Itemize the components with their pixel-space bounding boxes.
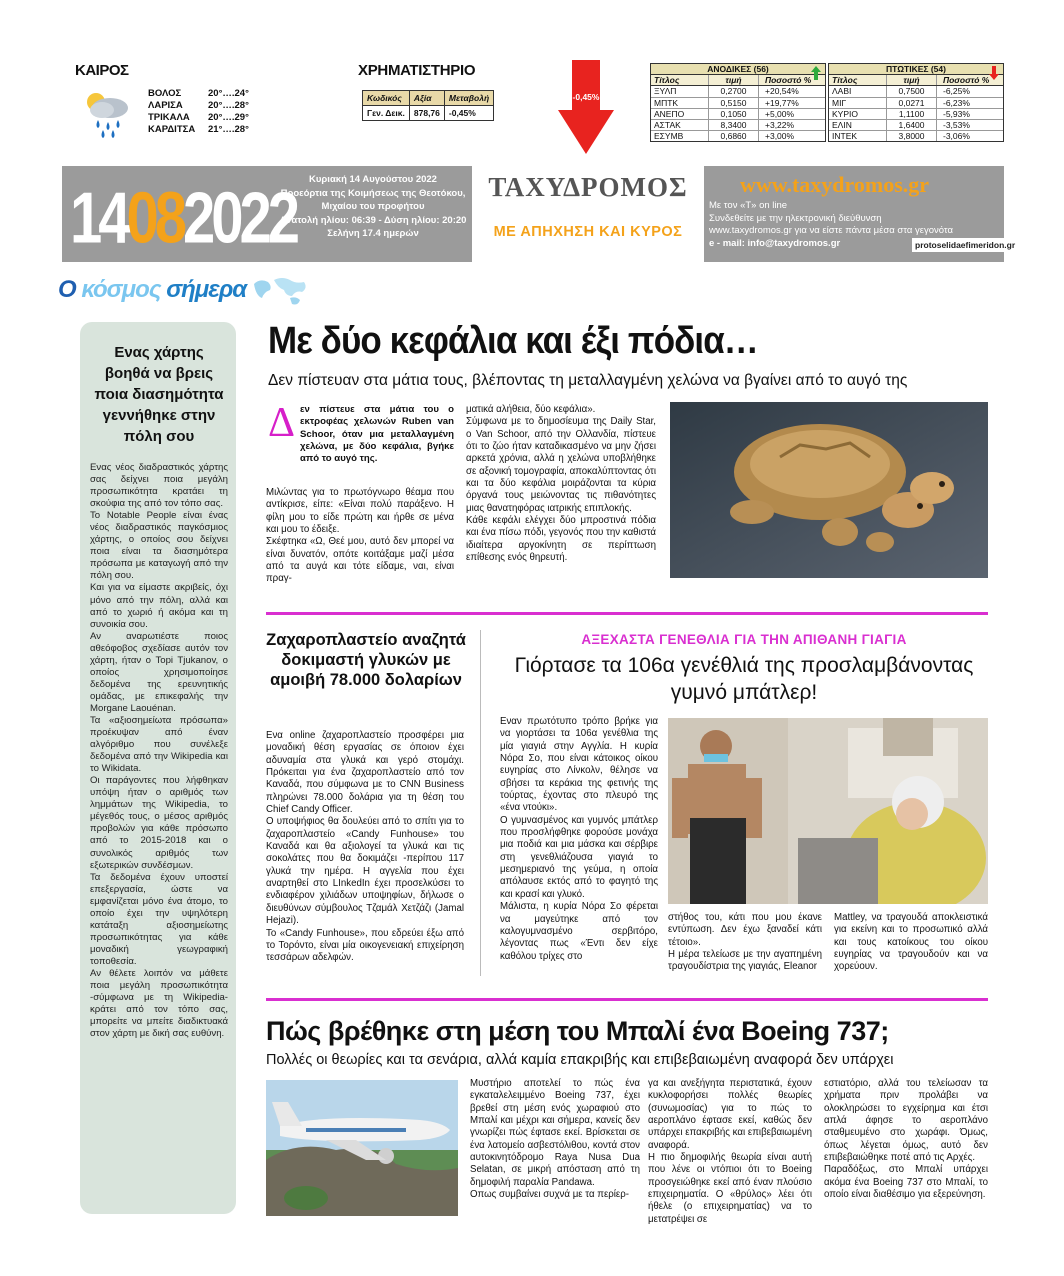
sidebar-body: Ενας νέος διαδραστικός χάρτης σας δείχνει ποια μεγάλη προσωπικότητα κρατάει τη σκούφια της από τον τόπο σας. Το Notable People είναι ένας νέος διαδραστικός παγκόσμιος χάρτης, ο οποίος σου δείχνει ποια είναι τα διασημότερα πρόσωπα με καταγωγή από την πόλη σου. Και για να είμαστε ακριβείς, όχι μόνο από την πόλη, αλλά και από το χωριό ή ακόμα και τη συνοικία σου. Αν αναρωτιέστε ποιος αθεόφοβος σχεδίασε αυτόν τον χάρτη, ήταν ο Topi Tjukanov, ο οποίος χρησιμοποίησε δεδομένα της ερευνητικής ομάδας, με επικεφαλής την Morgane Laouénan. Τα «αξιοσημείωτα πρόσωπα» προέκυψαν από έναν αλγόριθμο που συνέλεξε δεδομένα από την Wikipedia και το Wikidata. Οι παράγοντες που λήφθηκαν υπόψη ήταν ο αριθμός των λημμάτων της Wikipedia, το μέγεθός τους, ο μέσος αριθμός προβολών για κάθε πρόσωπο από το 2015-2018 και ο συνολικός αριθμός των εξωτερικών συνδέσμων. Τα δεδομένα έχουν υποστεί επεξεργασία, ώστε να εμφανίζεται μόνο ένα άτομο, το οποίο έχει την υψηλότερη κατάταξη αξιοσημείωτης προσωπικότητας για κάθε μοναδική γεωγραφική τοποθεσία. Αν θέλετε λοιπόν να μάθετε ποια μεγάλη προσωπικότητα -σύμφωνα με τη Wikipedia- κράτει από τον τόπο σας, μπορείτε να μπείτε διαδικτυακά στον χάρτη με δική σας ευθύνη.: [90, 462, 228, 1040]
article-subtitle: Πολλές οι θεωρίες και τα σενάρια, αλλά καμία επακριβής και επιβεβαιωμένη αναφορά δεν υπάρχει: [266, 1052, 894, 1068]
weather-table: [148, 88, 268, 136]
article-title: Πώς βρέθηκε στη μέση του Μπαλί ένα Boeing 737;: [266, 1016, 889, 1046]
rain-cloud-sun-icon: [80, 88, 138, 140]
index-change-label: -0,45%: [572, 92, 600, 102]
exchange-title: ΧΡΗΜΑΤΙΣΤΗΡΙΟ: [358, 62, 476, 79]
table-row: [829, 131, 1003, 141]
exchange-header: Κωδικός: [363, 91, 410, 106]
city-name: ΤΡΙΚΑΛΑ: [148, 112, 190, 123]
column-header: Τίτλος: [651, 75, 709, 85]
newspaper-slogan: ΜΕ ΑΠΗΧΗΣΗ ΚΑΙ ΚΥΡΟΣ: [493, 224, 683, 240]
price: 0,5150: [709, 98, 759, 108]
temperature-range: 21°….28°: [208, 124, 249, 135]
exchange-header: Αξία: [409, 91, 444, 106]
section-divider: [266, 612, 988, 615]
table-row: [651, 98, 825, 109]
website-link[interactable]: www.taxydromos.gr: [740, 172, 930, 197]
percent: +5,00%: [765, 108, 795, 119]
ticker: ΕΣΥΜΒ: [651, 131, 709, 141]
ticker: ΑΝΕΠΟ: [651, 109, 709, 119]
newspaper-name: ΤΑΧΥΔΡΟΜΟΣ: [488, 172, 688, 202]
exchange-table: [362, 90, 494, 121]
gainers-header: [651, 75, 825, 86]
date-year: 2022: [183, 177, 297, 259]
column-header: τιμή: [887, 75, 937, 85]
down-arrow-icon: [558, 60, 614, 154]
date-text: Κυριακή 14 Αυγούστου 2022: [309, 174, 437, 185]
ticker: ΚΥΡΙΟ: [829, 109, 887, 119]
table-row: [651, 109, 825, 120]
price: 1,6400: [887, 120, 937, 130]
city-name: ΛΑΡΙΣΑ: [148, 100, 183, 111]
article-lead: εν πίστευε στα μάτια του ο εκτροφέας χελωνών Ruben van Schoor, όταν μια μεταλλαγμένη χελώνα, με δύο κεφάλια, βγήκε από το αυγό της.: [300, 404, 454, 465]
price: 0,6860: [709, 131, 759, 141]
column-divider: [480, 630, 481, 976]
article-column: στήθος του, κάτι που μου έκανε εντύπωση. Δεν έχω ξαναδεί κάτι τέτοιο». Η μέρα τελείωσε με την αγαπημένη τραγουδίστρια της γιαγιάς, Eleanor: [668, 912, 822, 973]
weather-title: ΚΑΙΡΟΣ: [75, 62, 129, 79]
section-logo-word: σήμερα: [166, 276, 247, 303]
percent: +3,00%: [765, 131, 795, 142]
online-text: Με τον «Τ» on line: [709, 200, 788, 211]
column-header: Ποσοστό %: [765, 75, 812, 86]
article-column: Εναν πρωτότυπο τρόπο βρήκε για να γιορτάσει τα 106α γενέθλια της μία γιαγιά στην Αγγλία. Η κυρία Νόρα Σο, που είναι κάτοικος οίκου ευγηρίας στο Λίνκολν, θέλησε να σβήσει τα κεράκια της φετινής της τούρτας, έχοντας στο πλευρό της «ένα ντούκι». Ο γυμνασμένος και γυμνός μπάτλερ που προσλήφθηκε φορούσε μονάχα μια ποδιά και μια μάσκα και σέρβιρε στη γενεθλιάζουσα γιαγιά το μεσημεριανό της γεύμα, η οποία απόλαυσε εκτός από το φαγητό της και κρασί και γλυκό. Μάλιστα, η κυρία Νόρα Σο φέρεται να μαγεύτηκε από τον καλογυμνασμένο σερβιτόρο, λέγοντας πως «Έντι δεν είχε καθόλου τρίχες στο: [500, 716, 658, 962]
city-name: ΒΟΛΟΣ: [148, 88, 182, 99]
article-title: Με δύο κεφάλια και έξι πόδια…: [268, 320, 758, 362]
column-header: Ποσοστό %: [943, 75, 990, 86]
column-header: τιμή: [709, 75, 759, 85]
table-row: [651, 131, 825, 141]
table-row: [829, 120, 1003, 131]
world-map-icon: [250, 274, 310, 308]
article-title: Γιόρτασε τα 106α γενέθλιά της προσλαμβάνοντας γυμνό μπάτλερ!: [514, 654, 974, 704]
article-column: εστιατόριο, αλλά του τελείωσαν τα χρήματα πριν προλάβει να ολοκληρώσει το εγχείρημα και έτσι απλά άφησε το αεροπλάνο σταθμευμένο στο χωράφι. Όμως, όπως λέγεται όμως, αυτό δεν επιβεβαιώθηκε ποτέ από τις Αρχές. Παραδόξως, στο Μπαλί υπάρχει ακόμα ένα Boeing 737 στο Μπαλί, το οποίο είναι διαθέσιμο για εξερεύνηση.: [824, 1078, 988, 1201]
email-link[interactable]: e - mail: info@taxydromos.gr: [709, 237, 841, 249]
article-column: Μιλώντας για το πρωτόγνωρο θέαμα που αντίκρισε, είπε: «Είναι πολύ παράξενο. Η φίλη μου το είδε πρώτη και ήρθε σε μένα και μου το έδειξε. Σκέφτηκα «Ω, Θεέ μου, αυτό δεν μπορεί να είναι δυνατόν, οπότε κοιτάξαμε μαζί μέσα από τα αυγά και τότε είδαμε, ναι, είναι πραγ-: [266, 487, 454, 585]
ticker: ΜΠΤΚ: [651, 98, 709, 108]
price: 0,0271: [887, 98, 937, 108]
abandoned-boeing-photo: [266, 1080, 458, 1216]
two-headed-turtle-photo: [670, 402, 988, 578]
weather-row: [148, 124, 268, 136]
exchange-header: Μεταβολή: [444, 91, 493, 106]
date-info: [278, 173, 468, 241]
table-row: [651, 120, 825, 131]
price: 1,1100: [887, 109, 937, 119]
percent: -3,53%: [943, 120, 970, 131]
table-row: [829, 109, 1003, 120]
butler-and-grandmother-photo: [668, 718, 988, 904]
drop-cap: Δ: [268, 400, 296, 446]
down-arrow-icon: [989, 66, 999, 80]
weather-row: [148, 112, 268, 124]
temperature-range: 20°….28°: [208, 100, 249, 111]
article-title: Ζαχαροπλαστείο αναζητά δοκιμαστή γλυκών με αμοιβή 78.000 δολαρίων: [266, 631, 466, 689]
percent: -6,23%: [943, 97, 970, 108]
price: 0,7500: [887, 86, 937, 96]
watermark: protoselidaefimeridon.gr: [912, 238, 1020, 252]
percent: -3,06%: [943, 131, 970, 142]
city-name: ΚΑΡΔΙΤΣΑ: [148, 124, 196, 135]
price: 0,2700: [709, 86, 759, 96]
table-row: [829, 86, 1003, 97]
exchange-cell: -0,45%: [444, 106, 493, 121]
table-row: [651, 86, 825, 97]
weather-row: [148, 88, 268, 100]
section-logo-word: κόσμος: [81, 276, 161, 303]
section-logo: [58, 276, 246, 306]
losers-header: [829, 75, 1003, 86]
ticker: ΙΝΤΕΚ: [829, 131, 887, 141]
column-header: Τίτλος: [829, 75, 887, 85]
date-day: 14: [70, 177, 127, 259]
article-column: γα και ανεξήγητα περιστατικά, έχουν κυκλοφορήσει πολλές θεωρίες (συνωμοσίας) για το πώς το αεροπλάνο έφτασε εκεί, καθώς δεν υπάρχει επακριβής και επιβεβαιωμένη αναφορά. Η πιο δημοφιλής θεωρία είναι αυτή που λένε οι ντόπιοι ότι το Boeing προσγειώθηκε εκεί από έναν πλούσιο επιχειρηματία. Ο «θρύλος» λέει ότι ήθελε (ο επιχειρηματίας) να το μετατρέψει σε: [648, 1078, 812, 1225]
weather-row: [148, 100, 268, 112]
exchange-cell: Γεν. Δεικ.: [363, 106, 410, 121]
exchange-cell: 878,76: [409, 106, 444, 121]
article-kicker: ΑΞΕΧΑΣΤΑ ΓΕΝΕΘΛΙΑ ΓΙΑ ΤΗΝ ΑΠΙΘΑΝΗ ΓΙΑΓΙΑ: [581, 632, 907, 647]
ticker: ΑΣΤΑΚ: [651, 120, 709, 130]
article-body: Ενα online ζαχαροπλαστείο προσφέρει μια μοναδική θέση εργασίας σε όποιον έχει αδυναμία στα γλυκά και γερό στομάχι. Πρόκειται για ένα ζαχαροπλαστείο από τον Καναδά, που σύμφωνα με το CNN Business πληρώνει 78.000 δολάρια για τη θέση του Chief Candy Officer. Ο υποψήφιος θα δουλεύει από το σπίτι για το ζαχαροπλαστείο «Candy Funhouse» του Καναδά και θα αξιολογεί τα γλυκά και τις σοκολάτες που θα δοκιμάζει -περίπου 117 γλυκά την ημέρα. Η αγγελία που έχει αναρτηθεί στο LInkedIn έχει προσελκύσει το ενδιαφέρον χιλιάδων υποψηφίων, δήλωσε ο διευθύνων σύμβουλος Τζαμάλ Χετζάζι (Jamal Hejazi). Το «Candy Funhouse», που εδρεύει έξω από το Τορόντο, είναι μία οικογενειακή επιχείρηση τεσσάρων αδελφών.: [266, 730, 464, 964]
gainers-table: [650, 63, 826, 142]
connect-text-2: www.taxydromos.gr για να είστε πάντα μέσα στα γεγονότα: [709, 225, 953, 236]
price: 8,3400: [709, 120, 759, 130]
ticker: ΞΥΛΠ: [651, 86, 709, 96]
percent: +19,77%: [765, 97, 799, 108]
connect-text: Συνδεθείτε με την ηλεκτρονική διεύθυνση: [709, 212, 882, 224]
temperature-range: 20°….24°: [208, 88, 249, 99]
price: 3,8000: [887, 131, 937, 141]
issue-date: [70, 176, 296, 260]
ticker: ΕΛΙΝ: [829, 120, 887, 130]
percent: +20,54%: [765, 86, 799, 97]
temperature-range: 20°….29°: [208, 112, 249, 123]
percent: -5,93%: [943, 108, 970, 119]
percent: -6,25%: [943, 86, 970, 97]
article-subtitle: Δεν πίστευαν στα μάτια τους, βλέποντας τη μεταλλαγμένη χελώνα να βγαίνει από το αυγό της: [268, 372, 908, 389]
ticker: ΜΙΓ: [829, 98, 887, 108]
price: 0,1050: [709, 109, 759, 119]
article-column: Μυστήριο αποτελεί το πώς ένα εγκαταλελειμμένο Boeing 737, έχει βρεθεί στη μέση ενός χωραφιού στο Μπαλί και μέχρι και σήμερα, κανείς δεν γνωρίζει πώς έφτασε εκεί. Βρίσκεται σε ένα λατομείο ασβεστόλιθου, κοντά στον αυτοκινητόδρομο Raya Nusa Dua Selatan, σε μικρή απόσταση από τη δημοφιλή παραλία Pandawa. Οπως συμβαίνει συχνά με τα περίερ-: [470, 1078, 640, 1201]
section-logo-word: Ο: [58, 276, 76, 303]
gainers-title: ΑΝΟΔΙΚΕΣ (56): [651, 64, 825, 75]
moon-age: Σελήνη 17.4 ημερών: [327, 228, 419, 239]
percent: +3,22%: [765, 120, 795, 131]
losers-title: ΠΤΩΤΙΚΕΣ (54): [829, 64, 1003, 75]
sun-times: Ανατολή ηλίου: 06:39 - Δύση ηλίου: 20:20: [279, 214, 467, 226]
sidebar-headline: Ενας χάρτης βοηθά να βρεις ποια διασημότητα γεννήθηκε στην πόλη σου: [94, 344, 224, 445]
section-divider: [266, 998, 988, 1001]
table-row: [829, 98, 1003, 109]
article-column: ματικά αλήθεια, δύο κεφάλια». Σύμφωνα με το δημοσίευμα της Daily Star, ο Van Schoor, από την Ολλανδία, πίστευε ότι το ζώο ήταν καταδικασμένο να μην ζήσει αρκετά χρόνια, αλλά η χελώνα υποβλήθηκε σε αξονική τομογραφία, αποκαλύπτοντας ότι και τα δύο κεφάλια μοιράζονται τα κύρια όργανά τους μειώνοντας τις πιθανότητες μιας θανατηφόρας ιατρικής επιπλοκής. Κάθε κεφάλι ελέγχει δύο μπροστινά πόδια και ένα πίσω πόδι, γεγονός που την καθιστά ιδιαίτερα αργοκίνητη σε περίπτωση επίθεσης ενός θηρευτή.: [466, 404, 656, 564]
feast-text: Προεόρτια της Κοιμήσεως της Θεοτόκου, Μιχαίου του προφήτου: [280, 187, 466, 212]
losers-table: [828, 63, 1004, 142]
ticker: ΛΑΒΙ: [829, 86, 887, 96]
article-column: Mattley, να τραγουδά αποκλειστικά για εκείνη και το προσωπικό αλλά και τους κατοίκους του οίκου ευγηρίας να τραγουδούν και να χορεύουν.: [834, 912, 988, 973]
up-arrow-icon: [811, 66, 821, 80]
date-month: 08: [126, 177, 184, 259]
